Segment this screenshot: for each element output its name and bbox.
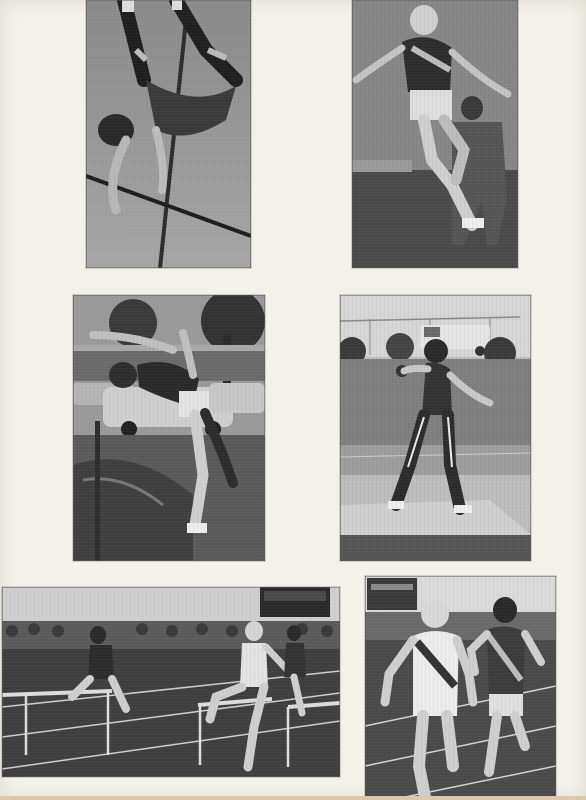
sprint-finish-image — [365, 576, 556, 797]
photo-high-jump-approach — [352, 0, 518, 268]
photo-sprint-finish — [365, 576, 556, 797]
hurdles-race-image — [2, 587, 340, 777]
discus-throw-image — [340, 295, 531, 561]
high-jump-parking-lot-image — [73, 295, 265, 561]
pole-vault-image — [86, 0, 251, 268]
photo-discus-throw — [340, 295, 531, 561]
photo-pole-vault — [86, 0, 251, 268]
page-bottom-edge — [0, 796, 586, 800]
high-jump-approach-image — [352, 0, 518, 268]
photo-hurdles-race — [2, 587, 340, 777]
photo-high-jump-parking-lot — [73, 295, 265, 561]
